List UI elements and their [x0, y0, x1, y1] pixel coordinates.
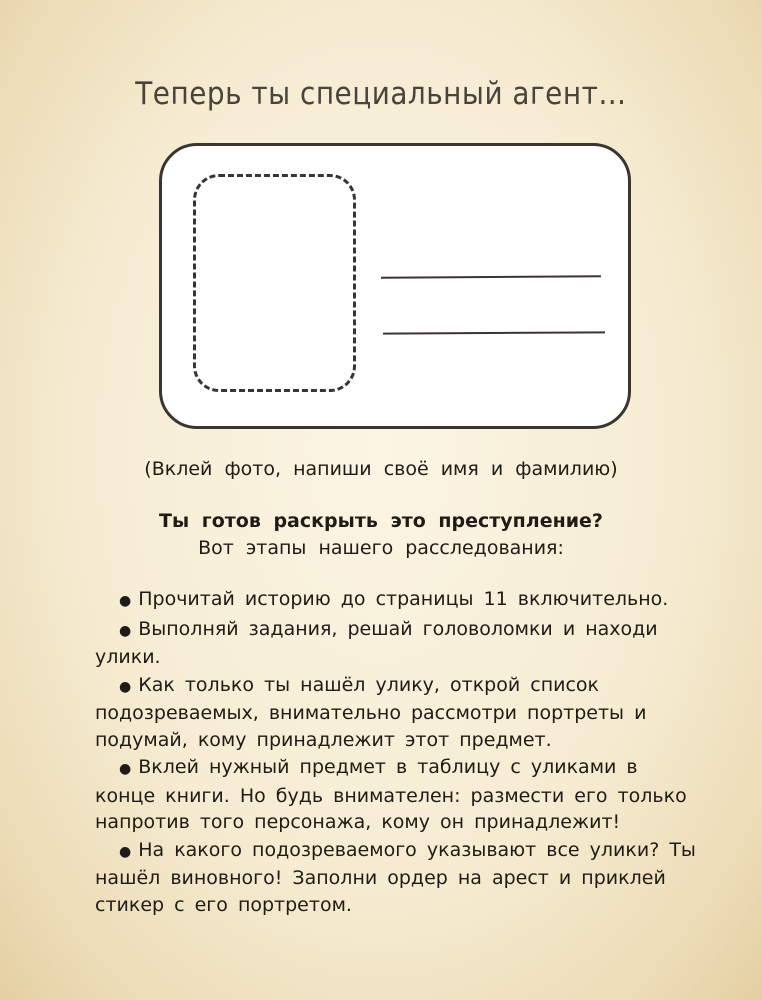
steps-intro: Вот этапы нашего расследования: — [198, 537, 564, 559]
bullet-icon: ● — [119, 761, 132, 777]
bullet-icon: ● — [119, 843, 132, 860]
bullet-icon: ● — [119, 593, 132, 609]
step-text: Выполняй задания, решай головоломки и находи улики. — [95, 617, 658, 668]
photo-placeholder — [193, 174, 356, 392]
step-item — [95, 837, 705, 919]
step-text: Как только ты нашёл улику, открой список подозреваемых, внимательно рассмотри портреты и подумай, кому принадлежит этот предмет. — [95, 673, 647, 751]
card-caption: (Вклей фото, напиши своё имя и фамилию) — [144, 458, 618, 480]
question-heading: Ты готов раскрыть это преступление? — [159, 510, 603, 532]
step-item — [95, 672, 705, 754]
page-title: Теперь ты специальный агент… — [135, 76, 627, 112]
step-text: Вклей нужный предмет в таблицу с уликами в конце книги. Но будь внимателен: размести его только напротив того персонажа, кому он принадлежит! — [95, 756, 687, 833]
step-item — [95, 616, 705, 671]
step-item — [95, 586, 705, 615]
step-text: На какого подозреваемого указывают все улики? Ты нашёл виновного! Заполни ордер на арест и приклей стикер с его портретом. — [95, 838, 696, 916]
bullet-icon: ● — [119, 678, 132, 695]
step-text: Прочитай историю до страницы 11 включительно. — [138, 588, 669, 610]
step-item — [95, 754, 705, 836]
steps-list — [95, 586, 705, 919]
bullet-icon: ● — [119, 622, 132, 639]
